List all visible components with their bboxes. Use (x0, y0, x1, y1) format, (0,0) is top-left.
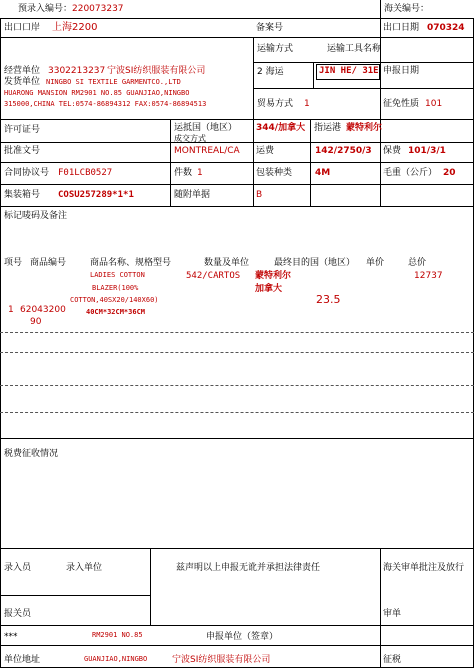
tax-nature-label: 征免性质 (383, 99, 420, 109)
goods-col-unit-price: 单价 (366, 258, 385, 268)
approval-label: 批准文号 (4, 146, 41, 156)
rule (0, 645, 474, 646)
rule (0, 206, 474, 207)
exit-port-value: 上海2200 (52, 22, 98, 33)
docs-label: 随附单据 (174, 190, 211, 200)
operator-code: 3302213237 (48, 66, 106, 76)
freight-label: 运费 (256, 146, 275, 156)
insurance-value: 101/3/1 (408, 146, 446, 156)
rule (0, 548, 474, 549)
customs-approval-label: 海关审单批注及放行 (383, 563, 465, 573)
unit-address-line2: GUANJIAO,NINGBO (84, 655, 148, 663)
dashed-rule (0, 412, 474, 413)
rule (253, 37, 254, 206)
contract-value: F01LCB0527 (58, 168, 113, 178)
declaring-unit-stamp-name: 宁波SI纺织服装有限公司 (172, 655, 271, 665)
stars-mark: *** (4, 632, 18, 642)
container-label: 集装箱号 (4, 190, 41, 200)
rule (0, 162, 474, 163)
goods-total-price: 12737 (414, 271, 443, 281)
goods-col-total-price: 总价 (408, 258, 427, 268)
dest-country-value: 344/加拿大 (256, 123, 306, 133)
declaration-statement: 兹声明以上申报无讹并承担法律责任 (176, 563, 321, 573)
freight-value: 142/2750/3 (315, 146, 372, 156)
docs-value: B (256, 190, 263, 200)
vehicle-label: 运输工具名称 (327, 44, 382, 54)
goods-desc-line3: COTTON,40SX20/140X60) (70, 296, 159, 304)
rule (0, 119, 474, 120)
package-label: 包装种类 (256, 168, 293, 178)
goods-col-quantity: 数量及单位 (204, 258, 250, 268)
deal-mode-value: MONTREAL/CA (174, 146, 240, 156)
rule (0, 595, 150, 596)
dest-port-value: 蒙特利尔 (346, 123, 383, 133)
customs-no-label: 海关编号： (384, 4, 430, 14)
trade-mode-label: 贸易方式 (257, 99, 294, 109)
gross-weight-label: 毛重（公斤） (383, 168, 438, 178)
insurance-label: 保费 (383, 146, 402, 156)
deal-mode-label: 成交方式 (174, 134, 206, 143)
consignor-line2: HUARONG MANSION RM2901 NO.85 GUANJIAO,NINGBO (4, 89, 190, 97)
consignor-line3: 315000,CHINA TEL:0574-86894312 FAX:0574-86894513 (4, 100, 207, 108)
goods-quantity: 542/CARTOS (186, 271, 241, 281)
operator-name: 宁波SI纺织服装有限公司 (107, 66, 206, 76)
exit-port-label: 出口口岸 (4, 23, 41, 33)
tax-section-label: 税费征收情况 (4, 449, 59, 459)
marks-label: 标记唛码及备注 (4, 211, 68, 221)
rule (0, 625, 474, 626)
rule (253, 62, 474, 63)
unit-address-label: 单位地址 (4, 655, 41, 665)
transport-mode-value: 2 海运 (257, 67, 284, 77)
transport-label: 运输方式 (257, 44, 294, 54)
declaration-date-label: 申报日期 (383, 66, 420, 76)
rule (0, 438, 474, 439)
export-date-label: 出口日期 (383, 23, 420, 33)
vehicle-name-value: JIN HE/ 31E (319, 66, 379, 76)
dashed-rule (0, 385, 474, 386)
consignor-label: 发货单位 (4, 77, 41, 87)
goods-desc-line1: LADIES COTTON (90, 271, 145, 279)
rule (0, 18, 1, 668)
goods-desc-line2: BLAZER(100% (92, 284, 139, 292)
dashed-rule (0, 352, 474, 353)
rule (0, 184, 474, 185)
unit-address-line1: RM2901 NO.85 (92, 631, 143, 639)
pieces-label: 件数 (174, 168, 193, 178)
rule (310, 119, 311, 206)
levy-label: 征税 (383, 655, 402, 665)
tax-nature-value: 101 (425, 99, 443, 109)
goods-desc-line4: 40CM*32CM*36CM (86, 308, 146, 316)
prerecord-label: 预录入编号： (18, 4, 73, 14)
goods-dest-line2: 加拿大 (255, 284, 283, 294)
entry-unit-label: 录入单位 (66, 563, 103, 573)
gross-weight-value: 20 (443, 168, 456, 178)
dashed-rule (0, 332, 474, 333)
rule (253, 88, 474, 89)
consignor-line1: NINGBO SI TEXTILE GARMENTCO.,LTD (46, 78, 181, 86)
dest-country-label: 运抵国（地区） (174, 123, 238, 133)
trade-mode-value: 1 (304, 99, 310, 109)
contract-label: 合同协议号 (4, 168, 50, 178)
prerecord-number: 220073237 (72, 4, 124, 14)
rule (380, 548, 381, 668)
rule (380, 0, 381, 206)
goods-col-description: 商品名称、规格型号 (90, 258, 172, 268)
rule (0, 142, 474, 143)
goods-dest-line1: 蒙特利尔 (255, 271, 292, 281)
export-date-value: 070324 (427, 23, 465, 33)
rule (0, 18, 474, 19)
goods-hs-code-tail: 90 (30, 317, 42, 327)
rule (313, 62, 314, 88)
entry-person-label: 录入员 (4, 563, 32, 573)
goods-col-item-no: 项号 (4, 258, 23, 268)
goods-unit-price: 23.5 (316, 293, 341, 306)
declaring-unit-label: 申报单位（签章） (206, 632, 279, 642)
declarer-label: 报关员 (4, 609, 32, 619)
goods-item-no: 1 (8, 305, 14, 315)
container-value: COSU257289*1*1 (58, 190, 134, 200)
goods-col-destination: 最终目的国（地区） (274, 258, 356, 268)
review-label: 审单 (383, 609, 402, 619)
goods-hs-code: 62043200 (20, 305, 66, 315)
rule (150, 548, 151, 625)
rule (0, 667, 474, 668)
license-label: 许可证号 (4, 125, 41, 135)
rule (0, 37, 474, 38)
rule (170, 119, 171, 206)
package-value: 4M (315, 168, 331, 178)
record-no-label: 备案号 (256, 23, 284, 33)
dest-port-label: 指运港 (314, 123, 342, 133)
operator-label: 经营单位 (4, 66, 41, 76)
pieces-value: 1 (197, 168, 203, 178)
goods-col-hs-code: 商品编号 (30, 258, 67, 268)
